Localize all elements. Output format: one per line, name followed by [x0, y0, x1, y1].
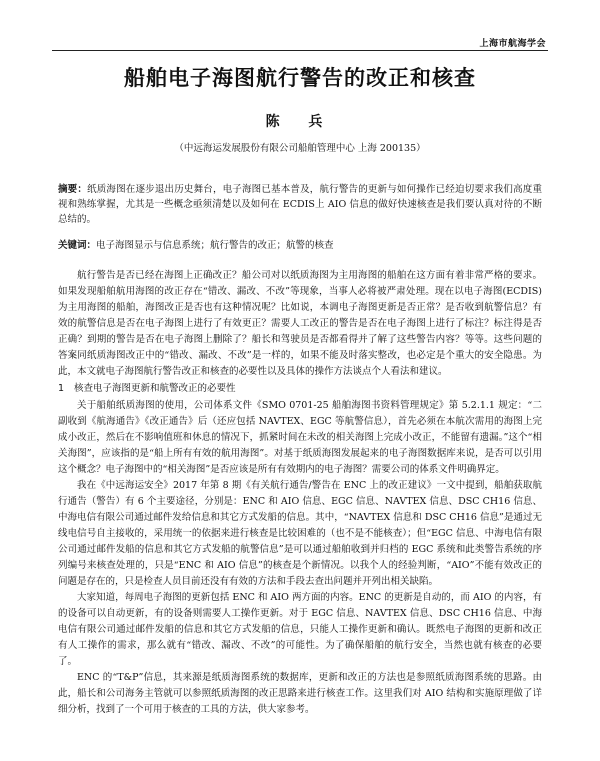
body-paragraph-2: 关于船舶纸质海图的使用，公司体系文件《SMO 0701-25 船舶海图书资料管理规定》第 5.2.1.1 规定：“二副收到《航海通告》《改正通告》后（还应包括 NAVTEX、EGC 等航警信息），首先必须在本航次需用的海图上完成小改正，然后在不影响值班和休息的情况下，抓紧时间在未改的相关海图上完成小改正，不能留有遗漏。”这个“相关海图”，应该指的是“船上所有有效的航用海图”。对基于纸质海图发展起来的电子海图数据库来说，是否可以引用这个概念？电子海图中的“相关海图”是否应该是所有有效期内的电子海图？需要公司的体系文件明确界定。	[58, 400, 542, 475]
body-paragraph-3: 我在《中远海运安全》2017 年第 8 期《有关航行通告/警告在 ENC 上的改正建议》一文中提到，船舶获取航行通告（警告）有 6 个主要途径，分别是：ENC 和 AIO 信息、EGC 信息、NAVTEX 信息、DSC CH16 信息、中海电信有限公司通过邮件发给信息和其它方式发船的信息。其中，“NAVTEX 信息和 DSC CH16 信息”是通过无线电信号自主接收的，采用统一的依据来进行核查是比较困难的（也不是不能核查）；但“EGC 信息、中海电信有限公司通过邮件发船的信息和其它方式发船的航警信息”是可以通过船舶收到并归档的 EGC 系统和此类警告系统的序列编号来核查处理的，只是“ENC 和 AIO 信息”的核查是个新情况。以我个人的经验判断，“AIO”不能有效改正的问题是存在的，只是检查人员目前还没有有效的方法和手段去查出问题并开列出相关缺陷。	[58, 480, 542, 587]
keywords-label: 关键词：	[58, 240, 97, 251]
body-paragraph-5: ENC 的“T&P”信息，其来源是纸质海图系统的数据库，更新和改正的方法也是参照纸质海图系统的思路。由此，船长和公司海务主管就可以参照纸质海图的改正思路来进行核查工作。这里我们对 AIO 结构和实施原理做了详细分析，找到了一个可用于核查的工具的方法，供大家参考。	[58, 672, 542, 715]
section-number: 1	[58, 383, 65, 394]
abstract-label: 摘要：	[58, 184, 88, 195]
body-paragraph-1: 航行警告是否已经在海图上正确改正？船公司对以纸质海图为主用海图的船舶在这方面有着非常严格的要求。如果发现船舶航用海图的改正存在“错改、漏改、不改”等现象，当事人必将被严肃处理。现在以电子海图(ECDIS)为主用海图的船舶，海图改正是否也有这种情况呢？比如说，本调电子海图更新是否正常？是否收到航警信息？有效的航警信息是否在电子海图上进行了有效更正？需要人工改正的警告是否在电子海图上进行了标注？标注得是否正确？到期的警告是否在电子海图上删除了？船长和驾驶员是否都看得并了解了这些警告内容？等等。这些问题的答案同纸质海图改正中的“错改、漏改、不改”是一样的，如果不能及时落实整改，也必定是个重大的安全隐患。为此，本文就电子海图航行警告改正和核查的必要性以及具体的操作方法谈点个人看法和建议。	[58, 270, 542, 377]
header-rule	[52, 50, 548, 51]
abstract	[58, 182, 542, 227]
keywords	[58, 238, 542, 253]
journal-name: 上海市航海学会	[479, 39, 546, 49]
body-paragraph-4: 大家知道，每周电子海图的更新包括 ENC 和 AIO 两方面的内容。ENC 的更新是自动的，而 AIO 的内容，有的设备可以自动更新，有的设备则需要人工操作更新。对于 EGC 信息、NAVTEX 信息、DSC CH16 信息、中海电信有限公司通过邮件发船的信息和其它方式发船的信息，只能人工操作更新和确认。既然电子海图的更新和改正有人工操作的需求，那么就有“错改、漏改、不改”的可能性。为了确保船舶的航行安全，当然也就有核查的必要了。	[58, 592, 542, 667]
article-title: 船舶电子海图航行警告的改正和核查	[124, 66, 476, 90]
keywords-text: 电子海图显示与信息系统；航行警告的改正；航警的核查	[96, 240, 334, 251]
author-affiliation: （中远海运发展股份有限公司船舶管理中心 上海 200135）	[174, 143, 426, 154]
article-body	[58, 268, 542, 718]
section-heading-1	[58, 381, 542, 397]
section-title: 核查电子海图更新和航警改正的必要性	[74, 383, 236, 394]
article-author: 陈 兵	[265, 114, 335, 130]
abstract-text: 纸质海图在逐步退出历史舞台，电子海图已基本普及，航行警告的更新与如何操作已经迫切要求我们高度重视和熟练掌握，尤其是一些概念亟须清楚以及如何在 ECDIS上 AIO 信息的做好快速核查是我们要认真对待的不断总结的。	[58, 184, 542, 225]
